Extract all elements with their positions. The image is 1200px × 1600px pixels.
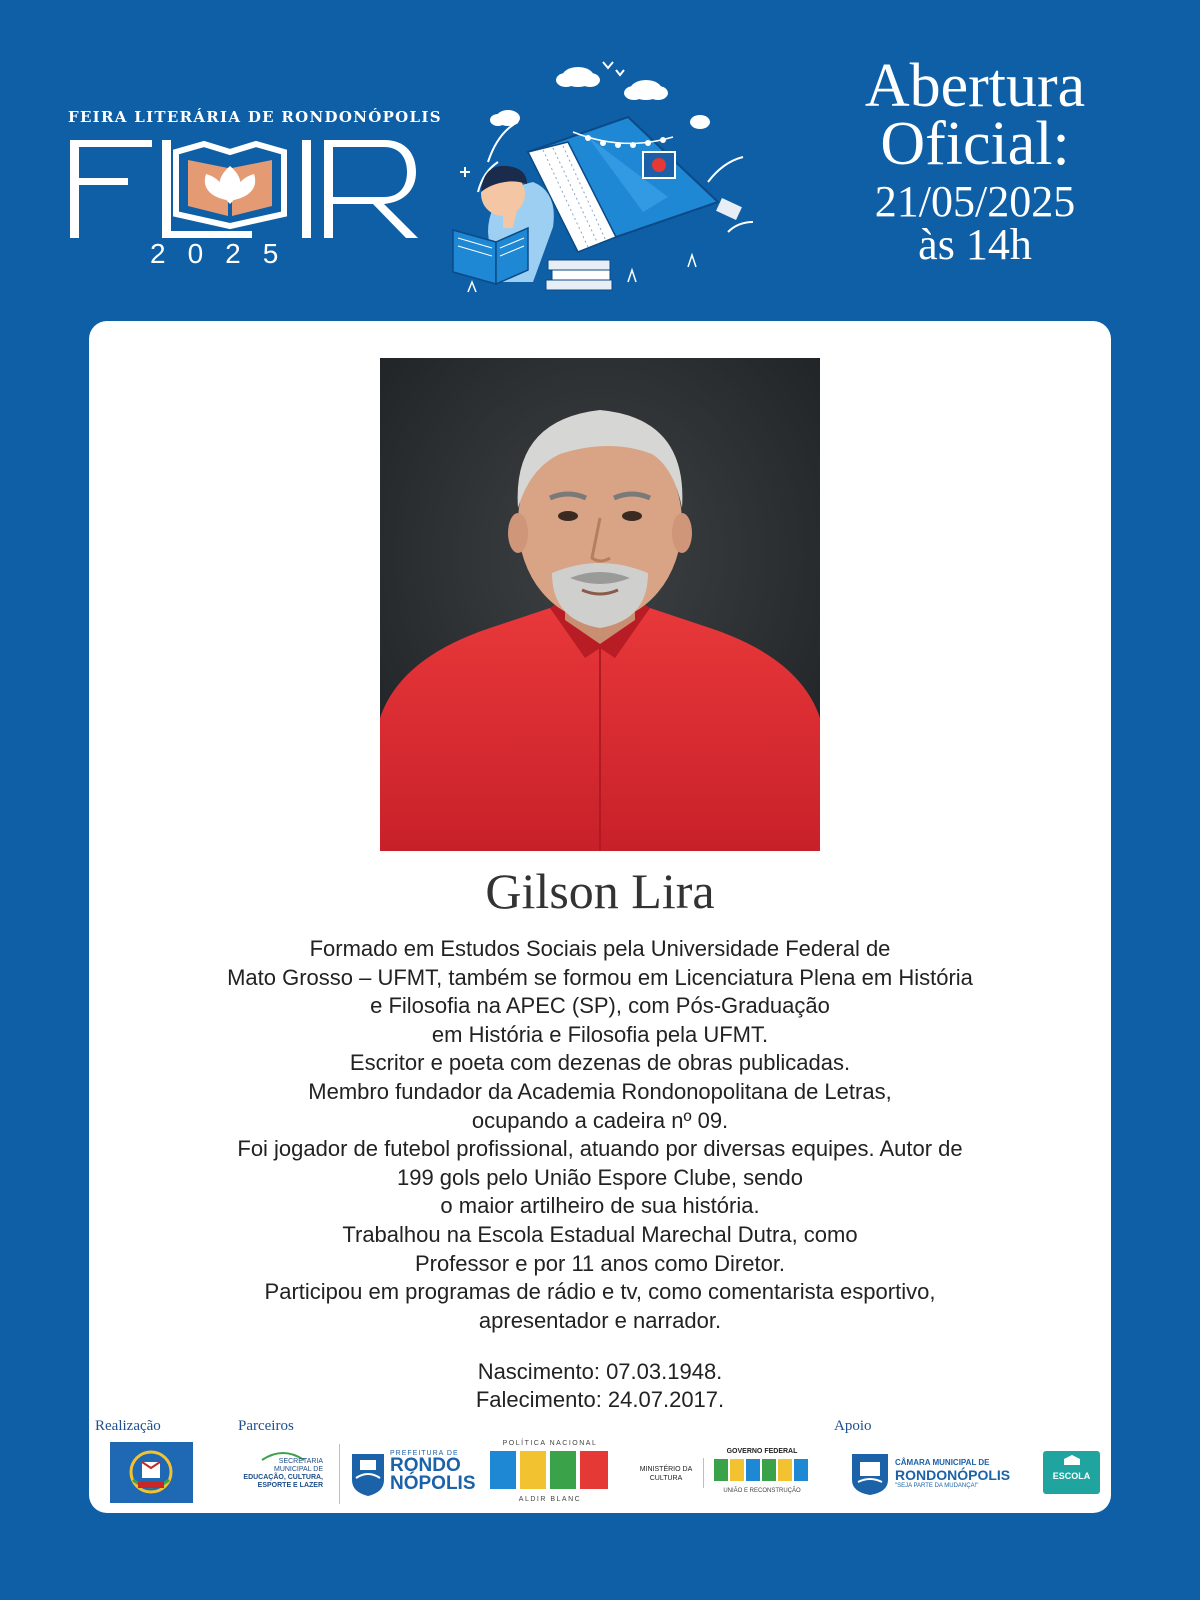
- bio-line: Trabalhou na Escola Estadual Marechal Dutra, como: [342, 1221, 858, 1247]
- camara-name: RONDONÓPOLIS: [895, 1467, 1011, 1483]
- secretaria-line: ESPORTE E LAZER: [257, 1482, 323, 1489]
- flir-year: 2025: [150, 238, 301, 269]
- flir-logo: [66, 134, 426, 244]
- secretaria-line: SECRETARIA: [278, 1458, 323, 1465]
- bio-line: Professor e por 11 anos como Diretor.: [414, 1250, 786, 1276]
- bio-line: Foi jogador de futebol profissional, atuando por diversas equipes. Autor de: [237, 1136, 963, 1162]
- bio-line: o maior artilheiro de sua história.: [440, 1193, 760, 1219]
- bio-line: 199 gols pelo União Espore Clube, sendo: [396, 1164, 804, 1190]
- secretaria-logo: [238, 1458, 323, 1490]
- camara-shield-icon: [850, 1452, 890, 1496]
- bio-line: e Filosofia na APEC (SP), com Pós-Graduação: [370, 993, 830, 1019]
- camara-logo: [895, 1458, 1010, 1489]
- ministerio-line: CULTURA: [649, 1475, 683, 1482]
- realizacao-label: Realização: [95, 1418, 161, 1434]
- bio-line: Formado em Estudos Sociais pela Universidade Federal de: [309, 936, 891, 961]
- bio-line: Escritor e poeta com dezenas de obras publicadas.: [349, 1050, 851, 1076]
- academia-logo: [110, 1442, 193, 1503]
- escola-name: ESCOLA: [1052, 1471, 1091, 1481]
- opening-announcement: [800, 52, 1150, 269]
- footer-divider: [703, 1458, 704, 1488]
- abertura-line2: Oficial:: [880, 110, 1070, 178]
- life-dates: [200, 1358, 1000, 1414]
- pnab-top: POLÍTICA NACIONAL: [502, 1440, 598, 1447]
- bio-line: em História e Filosofia pela UFMT.: [431, 1021, 769, 1047]
- death-date: Falecimento: 24.07.2017.: [475, 1387, 725, 1412]
- person-name: Gilson Lira: [485, 863, 715, 919]
- bio-line: Mato Grosso – UFMT, também se formou em Licenciatura Plena em História: [227, 964, 973, 990]
- governo-top: GOVERNO FEDERAL: [726, 1448, 798, 1455]
- biography: [120, 935, 1080, 1335]
- book-tent-illustration: [448, 52, 768, 312]
- secretaria-line: EDUCAÇÃO, CULTURA,: [243, 1474, 323, 1481]
- bio-line: apresentador e narrador.: [478, 1307, 722, 1333]
- ministerio-logo: [633, 1465, 699, 1483]
- prefeitura-name2: NÓPOLIS: [390, 1473, 476, 1494]
- abertura-date: 21/05/2025: [874, 177, 1076, 226]
- escola-house-icon: [1062, 1454, 1082, 1466]
- pnab-bottom: ALDIR BLANC: [518, 1496, 582, 1503]
- governo-federal-logo: [712, 1448, 812, 1494]
- abertura-line1: Abertura: [864, 52, 1086, 120]
- secretaria-line: MUNICIPAL DE: [273, 1466, 323, 1473]
- pnab-logo: [488, 1440, 612, 1503]
- birth-date: Nascimento: 07.03.1948.: [477, 1359, 723, 1384]
- pnab-letters: [488, 1447, 612, 1491]
- prefeitura-shield-icon: [350, 1452, 386, 1498]
- camara-slogan: "SEJA PARTE DA MUDANÇA!": [895, 1483, 979, 1489]
- camara-top: CÂMARA MUNICIPAL DE: [895, 1458, 990, 1467]
- brasil-letters: [712, 1455, 812, 1483]
- footer-divider: [339, 1444, 340, 1504]
- bio-line: Membro fundador da Academia Rondonopolitana de Letras,: [308, 1078, 892, 1104]
- prefeitura-logo: [390, 1450, 476, 1493]
- governo-bottom: UNIÃO E RECONSTRUÇÃO: [723, 1488, 801, 1494]
- bio-line: Participou em programas de rádio e tv, como comentarista esportivo,: [264, 1279, 936, 1305]
- ministerio-line: MINISTÉRIO DA: [639, 1466, 693, 1473]
- escola-logo: [1043, 1451, 1100, 1494]
- portrait-photo: [380, 358, 820, 851]
- parceiros-label: Parceiros: [238, 1418, 294, 1434]
- prefeitura-top: PREFEITURA DE: [390, 1450, 459, 1457]
- apoio-label: Apoio: [834, 1418, 872, 1434]
- bio-line: ocupando a cadeira nº 09.: [471, 1107, 729, 1133]
- abertura-time: às 14h: [918, 220, 1032, 269]
- feira-title: FEIRA LITERÁRIA DE RONDONÓPOLIS: [68, 108, 442, 126]
- prefeitura-name1: RONDO: [390, 1455, 461, 1476]
